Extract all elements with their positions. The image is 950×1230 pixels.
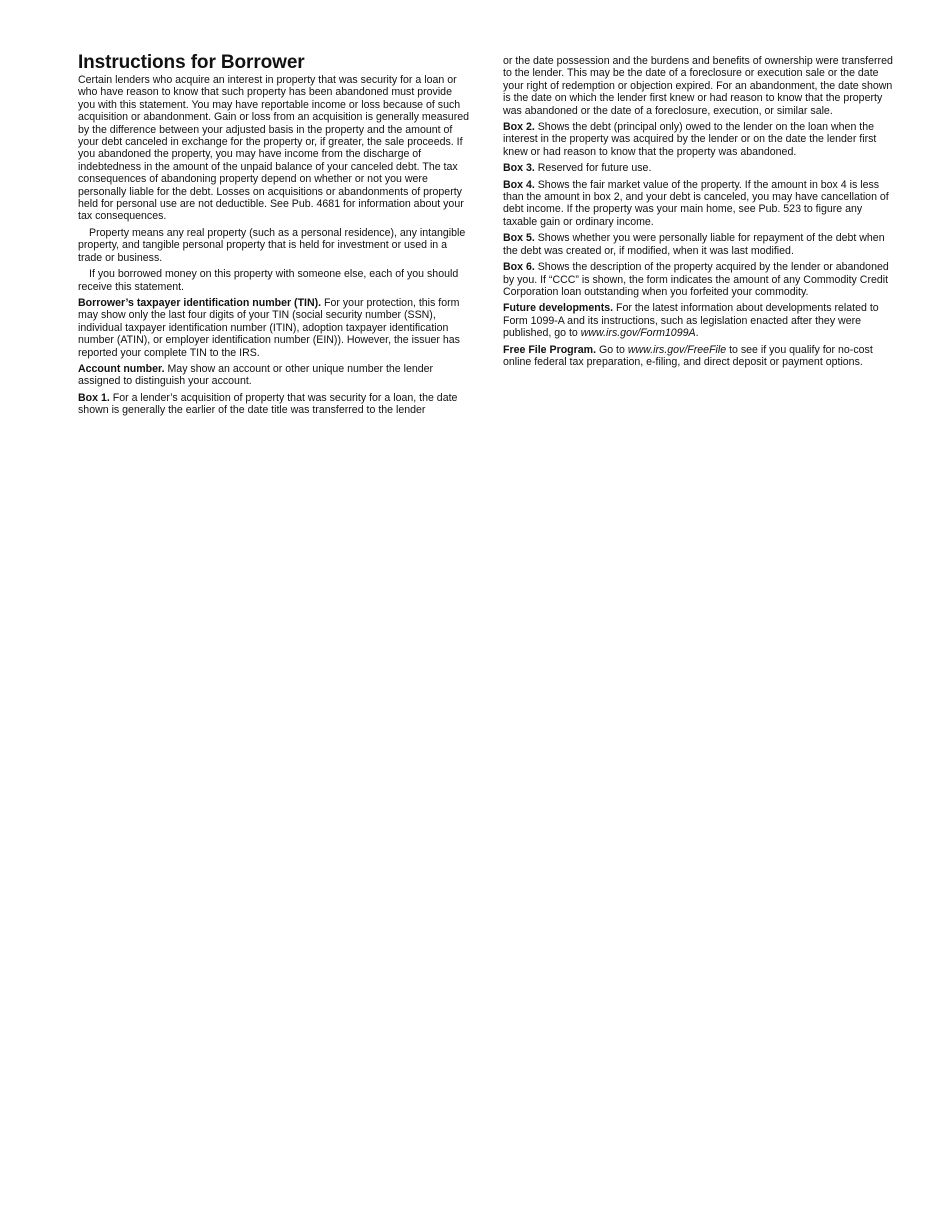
- box5-label: Box 5.: [503, 232, 535, 245]
- box4-label: Box 4.: [503, 178, 535, 191]
- account-number-text: May show an account or other unique number the lender assigned to distinguish your account.: [78, 362, 434, 388]
- box6-text: Shows the description of the property acquired by the lender or abandoned by you. If “CCC” is shown, the form indicates the amount of any Commodity Credit Corporation loan outstanding when you forfeited your commodity.: [503, 261, 889, 298]
- tin-paragraph: [78, 297, 470, 359]
- borrowed-note-paragraph: If you borrowed money on this property with someone else, each of you should receive this statement.: [78, 268, 459, 293]
- box1-continued-paragraph: or the date possession and the burdens and benefits of ownership were transferred to the lender. This may be the date of a foreclosure or execution sale or the date your right of redemption or objection expired. For an abandonment, the date shown is the date on which the lender first knew or had reason to know that the property was abandoned or the date of a foreclosure, execution, or similar sale.: [503, 55, 893, 117]
- account-number-label: Account number.: [78, 362, 165, 375]
- box1-label: Box 1.: [78, 391, 110, 404]
- future-developments-end: .: [695, 327, 699, 340]
- tin-label: Borrower’s taxpayer identification number (TIN).: [78, 296, 322, 309]
- box5-text: Shows whether you were personally liable for repayment of the debt when the debt was created or, if modified, when it was last modified.: [503, 232, 885, 257]
- box6-label: Box 6.: [503, 261, 535, 274]
- box2-paragraph: [503, 121, 895, 158]
- box3-paragraph: [503, 162, 895, 174]
- intro-paragraph: Certain lenders who acquire an interest in property that was security for a loan or who have reason to know that such property has been abandoned must provide you with this statement. You may have reportable income or loss because of such acquisition or abandonment. Gain or loss from an acquisition is generally measured by the difference between your adjusted basis in the property and the amount of your debt canceled in exchange for the property or, if greater, the sale proceeds. If you abandoned the property, you may have income from the discharge of indebtedness in the amount of the unpaid balance of your canceled debt. The tax consequences of abandoning property depend on whether or not you were personally liable for the debt. Losses on acquisitions or abandonments of property held for personal use are not deductible. See Pub. 4681 for information about your tax consequences.: [78, 74, 470, 223]
- box3-text: Reserved for future use.: [534, 162, 652, 175]
- account-number-paragraph: [78, 363, 470, 388]
- page-title: Instructions for Borrower: [78, 52, 305, 73]
- tin-text: For your protection, this form may show only the last four digits of your TIN (social security number (SSN), individual taxpayer identification number (ITIN), adoption taxpayer identification number (ATIN), or employer identification number (EIN)). However, the issuer has reported your complete TIN to the IRS.: [78, 296, 460, 359]
- freefile-link: www.irs.gov/FreeFile: [627, 343, 727, 356]
- box1-text: For a lender’s acquisition of property that was security for a loan, the date shown is generally the earlier of the date title was transferred to the lender: [78, 391, 458, 417]
- free-file-text: Go to: [596, 343, 628, 356]
- free-file-label: Free File Program.: [503, 343, 597, 356]
- box3-label: Box 3.: [503, 162, 535, 175]
- property-definition-paragraph: Property means any real property (such as a personal residence), any intangible property, and tangible personal property that is held for investment or used in a trade or business.: [78, 226, 466, 264]
- box5-paragraph: [503, 232, 895, 257]
- box2-label: Box 2.: [503, 121, 535, 134]
- free-file-end: to see if you qualify for no-cost online federal tax preparation, e-filing, and direct deposit or payment options.: [503, 343, 873, 368]
- left-column: [78, 52, 470, 421]
- box1-paragraph: [78, 392, 470, 417]
- free-file-paragraph: [503, 344, 895, 369]
- future-developments-paragraph: [503, 302, 895, 339]
- box2-text: Shows the debt (principal only) owed to the lender on the loan when the interest in the property was acquired by the lender or on the date the lender first knew or had reason to know that the property was abandoned.: [503, 121, 877, 158]
- box6-paragraph: [503, 261, 895, 298]
- box4-text: Shows the fair market value of the property. If the amount in box 4 is less than the amount in box 2, and your debt is canceled, you may have cancellation of debt income. If the property was your main home, see Pub. 523 to figure any taxable gain or ordinary income.: [503, 178, 889, 228]
- box4-paragraph: [503, 179, 895, 229]
- form1099a-link: www.irs.gov/Form1099A: [580, 327, 696, 340]
- future-developments-label: Future developments.: [503, 302, 614, 315]
- right-column: [503, 55, 895, 372]
- future-developments-text: For the latest information about developments related to Form 1099-A and its instructions, such as legislation enacted after they were published, go to: [503, 302, 879, 340]
